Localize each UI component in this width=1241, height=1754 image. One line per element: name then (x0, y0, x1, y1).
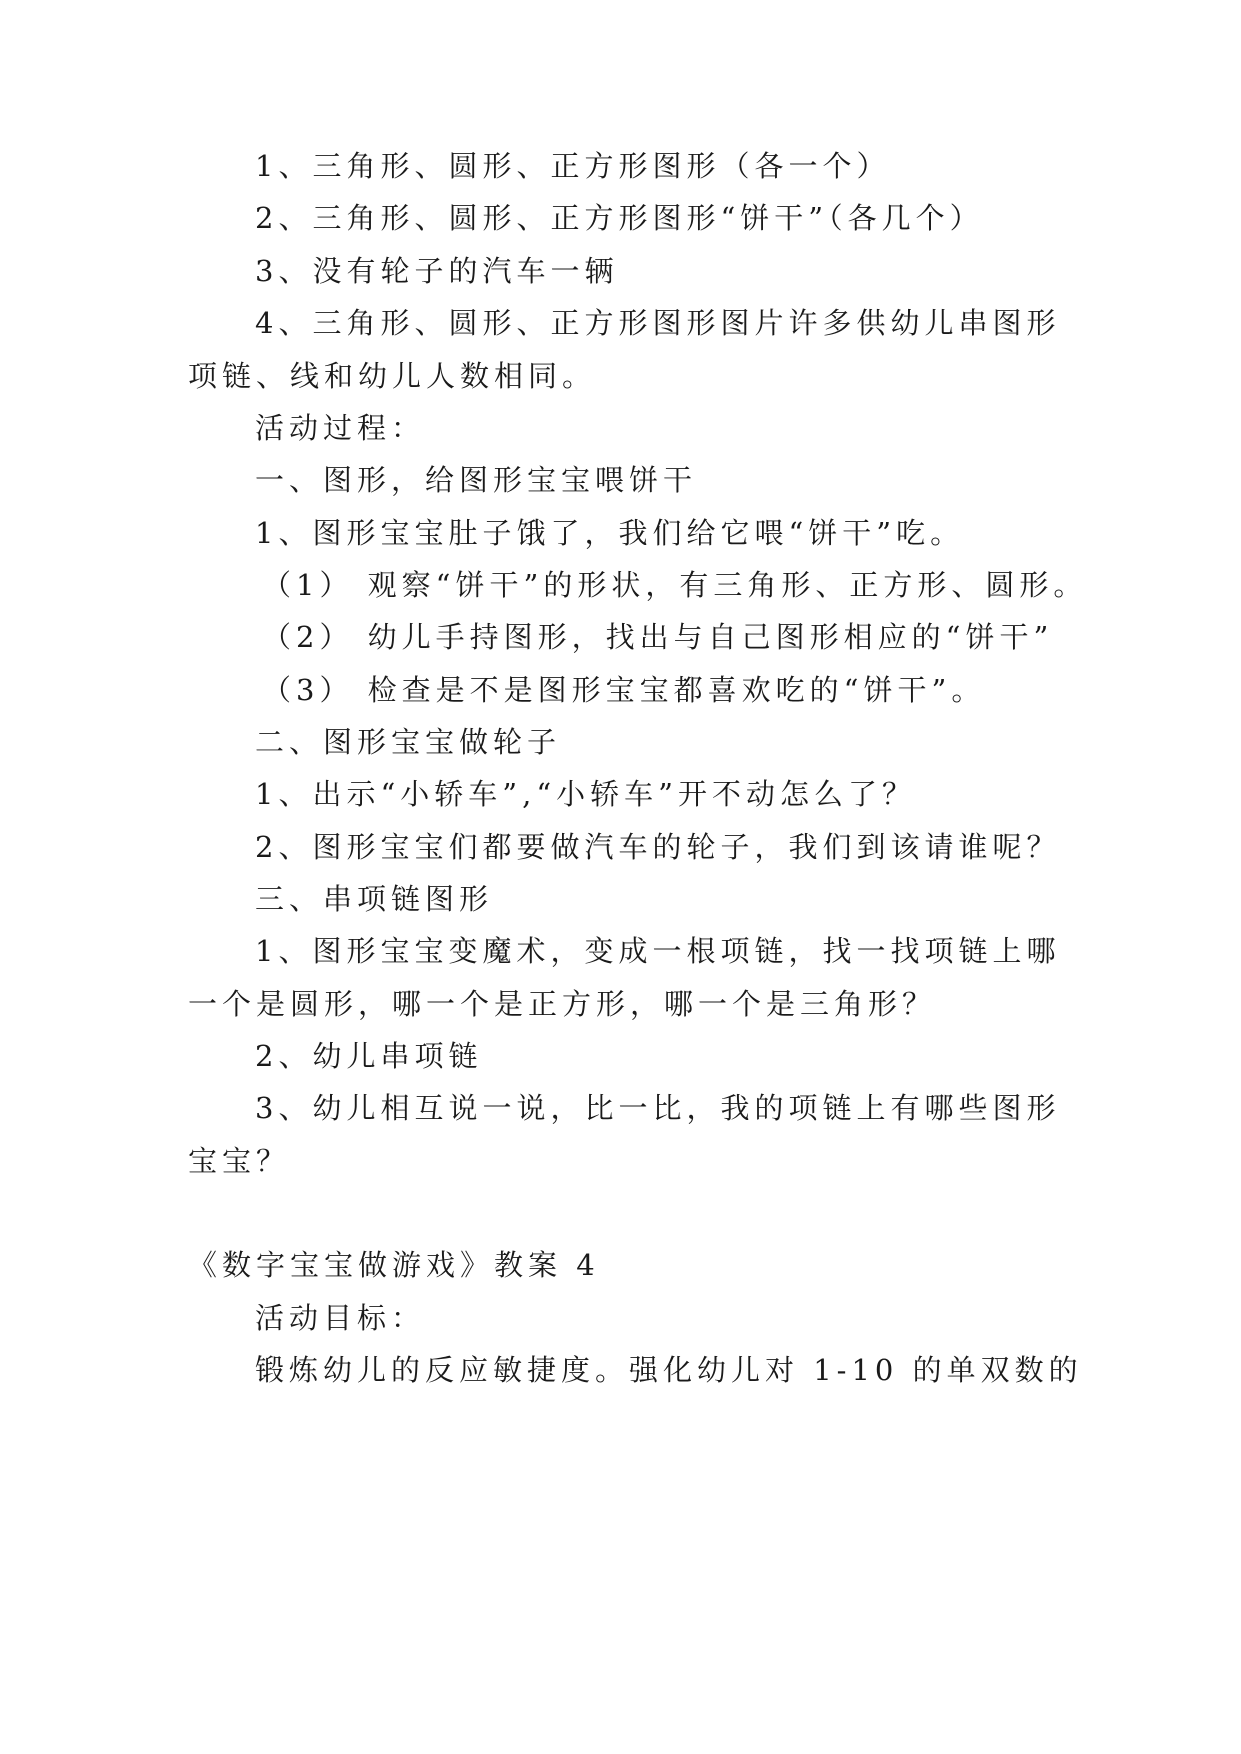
section-heading: 三、串项链图形 (255, 882, 494, 916)
paragraph-line: 3、幼儿相互说一说，比一比，我的项链上有哪些图形 (255, 1091, 1061, 1125)
paragraph-line: 2、图形宝宝们都要做汽车的轮子，我们到该请谁呢？ (255, 830, 1061, 864)
section-heading: 活动目标： (255, 1301, 426, 1335)
paragraph-line: 1、图形宝宝肚子饿了，我们给它喂“饼干”吃。 (255, 516, 965, 550)
paragraph-line: 宝宝？ (188, 1144, 291, 1178)
paragraph-line: （2） 幼儿手持图形，找出与自己图形相应的“饼干” (262, 620, 1054, 654)
paragraph-line: 项链、线和幼儿人数相同。 (188, 359, 597, 393)
paragraph-line: （1） 观察“饼干”的形状，有三角形、正方形、圆形。 (262, 568, 1088, 602)
paragraph-line: 一个是圆形，哪一个是正方形，哪一个是三角形？ (188, 987, 937, 1021)
paragraph-line: 3、没有轮子的汽车一辆 (255, 254, 619, 288)
section-heading: 一、图形，给图形宝宝喂饼干 (255, 463, 698, 497)
paragraph-line: 1、图形宝宝变魔术，变成一根项链，找一找项链上哪 (255, 934, 1061, 968)
paragraph-line: 2、幼儿串项链 (255, 1039, 483, 1073)
paragraph-line: 1、三角形、圆形、正方形图形（各一个） (255, 149, 891, 183)
paragraph-line: 锻炼幼儿的反应敏捷度。强化幼儿对 1-10 的单双数的 (255, 1353, 1083, 1387)
paragraph-line: 4、三角形、圆形、正方形图形图片许多供幼儿串图形 (255, 306, 1061, 340)
section-heading: 活动过程： (255, 411, 426, 445)
paragraph-line: 2、三角形、圆形、正方形图形“饼干”（各几个） (255, 201, 984, 235)
section-heading: 二、图形宝宝做轮子 (255, 725, 562, 759)
paragraph-line: 1、出示“小轿车”,“小轿车”开不动怎么了？ (255, 777, 916, 811)
document-title: 《数字宝宝做游戏》教案 4 (188, 1248, 600, 1282)
paragraph-line: （3） 检查是不是图形宝宝都喜欢吃的“饼干”。 (262, 673, 986, 707)
